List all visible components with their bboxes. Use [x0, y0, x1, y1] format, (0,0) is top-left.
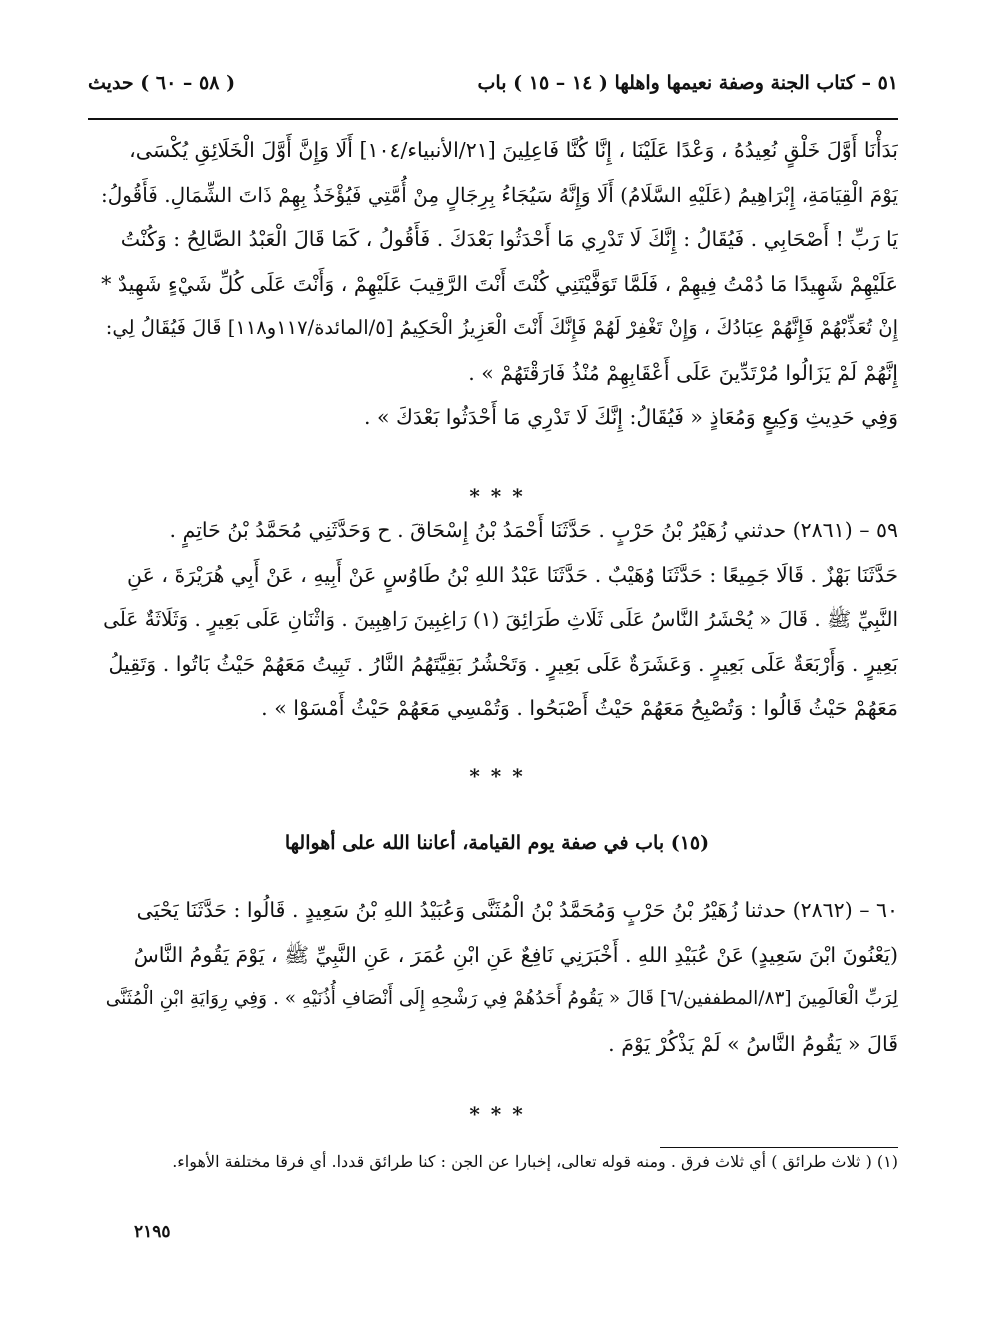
- text-line: النَّبِيِّ ﷺ . قَالَ « يُحْشَرُ النَّاسُ عَلَى ثَلَاثِ طَرَائِقَ (١) رَاغِبِينَ رَاهِبِينَ . وَاثْنَانِ عَلَى بَعِيرٍ . وَثَلَاثَةٌ عَلَى: [103, 607, 898, 631]
- header-hadith-range: ( ٥٨ – ٦٠ ) حديث: [88, 72, 236, 94]
- text-line: ٦٠ – (٢٨٦٢) حدثنا زُهَيْرُ بْنُ حَرْبٍ وَمُحَمَّدُ بْنُ الْمُثَنَّى وَعُبَيْدُ اللهِ بْنُ سَعِيدٍ . قَالُوا : حَدَّثَنَا يَحْيَى: [136, 898, 898, 922]
- page-number: ٢١٩٥: [134, 1222, 171, 1242]
- header-chapter-title: ٥١ – كتاب الجنة وصفة نعيمها واهلها ( ١٤ – ١٥ ) باب: [477, 72, 898, 94]
- text-line: وَفِي حَدِيثِ وَكِيعٍ وَمُعَاذٍ « فَيُقَالُ: إِنَّكَ لَا تَدْرِي مَا أَحْدَثُوا بَعْدَكَ » .: [363, 405, 898, 429]
- text-line: بَعِيرٍ . وَأَرْبَعَةٌ عَلَى بَعِيرٍ . وَعَشَرَةٌ عَلَى بَعِيرٍ . وَتَحْشُرُ بَقِيَّتَهُمُ النَّارُ . تَبِيتُ مَعَهُمْ حَيْثُ بَاتُوا . وَتَقِيلُ: [108, 651, 898, 676]
- running-header: [88, 72, 898, 112]
- text-line: (يَعْنُونَ ابْنَ سَعِيدٍ) عَنْ عُبَيْدِ اللهِ . أَخْبَرَنِي نَافِعٌ عَنِ ابْنِ عُمَرَ ، عَنِ النَّبِيِّ ﷺ ، يَوْمَ يَقُومُ النَّاسُ: [133, 942, 898, 967]
- hadith-60: [98, 888, 898, 1066]
- text-line: حَدَّثَنَا بَهْزٌ . قَالَا جَمِيعًا : حَدَّثَنَا وُهَيْبٌ . حَدَّثَنَا عَبْدُ اللهِ بْنُ طَاوُسٍ عَنْ أَبِيهِ ، عَنْ أَبِي هُرَيْرَةَ ، عَنِ: [127, 562, 898, 587]
- section-separator: * * *: [469, 484, 525, 508]
- chapter-heading: (١٥) باب في صفة يوم القيامة، أعاننا الله على أهوالها: [284, 832, 710, 854]
- text-line: يَوْمَ الْقِيَامَةِ، إِبْرَاهِيمُ (عَلَيْهِ السَّلَامُ) أَلَا وَإِنَّهُ سَيُجَاءُ بِرِجَالٍ مِنْ أُمَّتِي فَيُؤْخَذُ بِهِمْ ذَاتَ الشِّمَالِ. فَأَقُولُ:: [101, 182, 898, 207]
- footnote: (١) ( ثلاث طرائق ) أي ثلاث فرق . ومنه قوله تعالى، إخبارا عن الجن : كنا طرائق قددا. أي فرقا مختلفة الأهواء.: [172, 1152, 898, 1171]
- header-divider: [88, 118, 898, 120]
- section-separator: * * *: [469, 764, 525, 788]
- hadith-59: [98, 508, 898, 731]
- text-line: ٥٩ – (٢٨٦١) حدثني زُهَيْرُ بْنُ حَرْبٍ . حَدَّثَنَا أَحْمَدُ بْنُ إِسْحَاقَ . ح وَحَدَّثَنِي مُحَمَّدُ بْنُ حَاتِمٍ .: [169, 518, 898, 542]
- text-line: عَلَيْهِمْ شَهِيدًا مَا دُمْتُ فِيهِمْ ، فَلَمَّا تَوَفَّيْتَنِي كُنْتَ أَنْتَ الرَّقِيبَ عَلَيْهِمْ ، وَأَنْتَ عَلَى كُلِّ شَيْءٍ شَهِيدٌ *: [101, 271, 898, 296]
- text-line: مَعَهُمْ حَيْثُ قَالُوا : وَتُصْبِحُ مَعَهُمْ حَيْثُ أَصْبَحُوا . وَتُمْسِي مَعَهُمْ حَيْثُ أَمْسَوْا » .: [261, 696, 898, 720]
- footnote-divider: [660, 1147, 898, 1148]
- text-line: إِنَّهُمْ لَمْ يَزَالُوا مُرْتَدِّينَ عَلَى أَعْقَابِهِمْ مُنْذُ فَارَقْتَهُمْ » .: [468, 360, 898, 385]
- text-line: قَالَ « يَقُومُ النَّاسُ » لَمْ يَذْكُرْ يَوْمَ .: [608, 1031, 898, 1056]
- section-separator: * * *: [469, 1102, 525, 1126]
- text-line: بَدَأْنَا أَوَّلَ خَلْقٍ نُعِيدُهُ ، وَعْدًا عَلَيْنَا ، إِنَّا كُنَّا فَاعِلِينَ [٢١/الأنبياء/١٠٤] أَلَا وَإِنَّ أَوَّلَ الْخَلَائِقِ يُكْسَى،: [129, 138, 898, 162]
- hadith-58-continuation: [98, 128, 898, 440]
- text-line: لِرَبِّ الْعَالَمِينَ [٨٣/المطففين/٦] قَالَ « يَقُومُ أَحَدُهُمْ فِي رَشْحِهِ إِلَى أَنْصَافِ أُذُنَيْهِ » . وَفِي رِوَايَةِ ابْنِ الْمُثَنَّى: [105, 988, 898, 1009]
- text-line: يَا رَبِّ ! أَصْحَابِي . فَيُقَالُ : إِنَّكَ لَا تَدْرِي مَا أَحْدَثُوا بَعْدَكَ . فَأَقُولُ ، كَمَا قَالَ الْعَبْدُ الصَّالِحُ : وَكُنْتُ: [120, 227, 898, 251]
- text-line: إِنْ تُعَذِّبْهُمْ فَإِنَّهُمْ عِبَادُكَ ، وَإِنْ تَغْفِرْ لَهُمْ فَإِنَّكَ أَنْتَ الْعَزِيزُ الْحَكِيمُ [٥/المائدة/١١٧و١١٨] قَالَ فَيُقَالُ لِي:: [105, 316, 898, 339]
